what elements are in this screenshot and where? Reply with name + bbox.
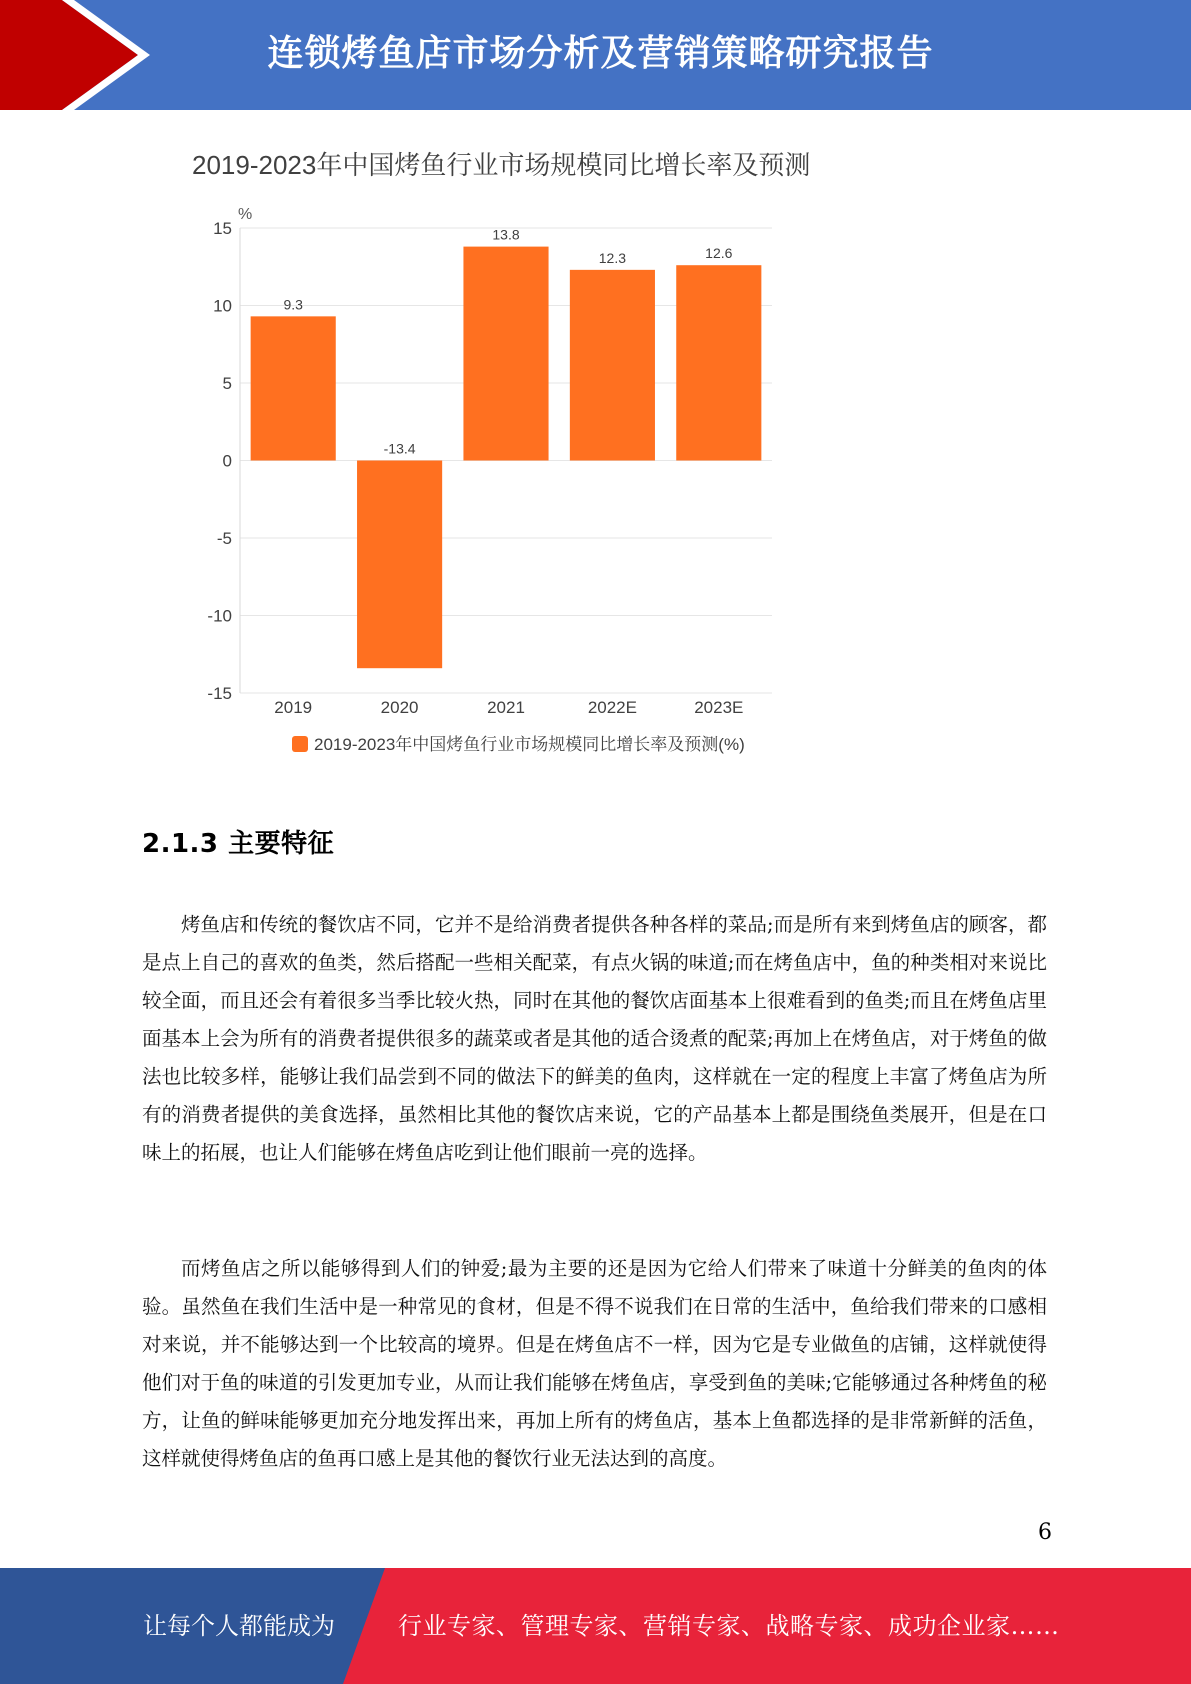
- body-paragraph-1: 烤鱼店和传统的餐饮店不同，它并不是给消费者提供各种各样的菜品;而是所有来到烤鱼店的顾客，都是点上自己的喜欢的鱼类，然后搭配一些相关配菜，有点火锅的味道;而在烤鱼店中，鱼的种类相对来说比较全面，而且还会有着很多当季比较火热，同时在其他的餐饮店面基本上很难看到的鱼类;而且在烤鱼店里面基本上会为所有的消费者提供很多的蔬菜或者是其他的适合烫煮的配菜;再加上在烤鱼店，对于烤鱼的做法也比较多样，能够让我们品尝到不同的做法下的鲜美的鱼肉，这样就在一定的程度上丰富了烤鱼店为所有的消费者提供的美食选择，虽然相比其他的餐饮店来说，它的产品基本上都是围绕鱼类展开，但是在口味上的拓展，也让人们能够在烤鱼店吃到让他们眼前一亮的选择。: [142, 913, 1047, 1164]
- x-tick-label: 2019: [274, 698, 313, 717]
- y-tick-label: -10: [207, 606, 232, 626]
- x-tick-label: 2021: [487, 698, 525, 717]
- report-title-text: 连锁烤鱼店市场分析及营销策略研究报告: [267, 33, 934, 74]
- y-tick-label: 10: [213, 296, 232, 316]
- legend-swatch: [292, 736, 308, 752]
- bar-2020: [357, 461, 442, 669]
- page-number: 6: [1038, 1520, 1052, 1545]
- bar-2021: [463, 247, 548, 461]
- page-header: [0, 0, 1191, 110]
- footer-slogan-left: 让每个人都能成为: [143, 1612, 335, 1640]
- data-label-2020: -13.4: [383, 440, 416, 457]
- y-tick-label: 0: [222, 451, 232, 471]
- chart-title: 2019-2023年中国烤鱼行业市场规模同比增长率及预测: [192, 150, 811, 180]
- footer-slogan-right: 行业专家、管理专家、营销专家、战略专家、成功企业家……: [398, 1612, 1060, 1640]
- data-label-2021: 13.8: [492, 226, 520, 243]
- report-title: [0, 0, 1191, 110]
- bar-2019: [251, 316, 336, 460]
- y-axis-unit-label: %: [238, 206, 253, 223]
- section-heading: 2.1.3 主要特征: [142, 829, 335, 859]
- page-footer: [0, 1568, 1191, 1684]
- x-tick-label: 2023E: [694, 698, 744, 717]
- y-tick-label: -5: [216, 529, 232, 548]
- data-label-2023E: 12.6: [705, 245, 733, 262]
- body-paragraph-2: 而烤鱼店之所以能够得到人们的钟爱;最为主要的还是因为它给人们带来了味道十分鲜美的鱼肉的体验。虽然鱼在我们生活中是一种常见的食材，但是不得不说我们在日常的生活中，鱼给我们带来的口感相对来说，并不能够达到一个比较高的境界。但是在烤鱼店不一样，因为它是专业做鱼的店铺，这样就使得他们对于鱼的味道的引发更加专业，从而让我们能够在烤鱼店，享受到鱼的美味;它能够通过各种烤鱼的秘方，让鱼的鲜味能够更加充分地发挥出来，再加上所有的烤鱼店，基本上鱼都选择的是非常新鲜的活鱼，这样就使得烤鱼店的鱼再口感上是其他的餐饮行业无法达到的高度。: [142, 1257, 1047, 1470]
- y-tick-label: -15: [207, 684, 232, 703]
- bar-2022E: [570, 270, 655, 461]
- y-tick-label: 15: [213, 219, 232, 238]
- x-tick-label: 2022E: [587, 698, 637, 717]
- data-label-2019: 9.3: [283, 296, 303, 313]
- data-label-2022E: 12.3: [598, 249, 627, 266]
- bar-2023E: [676, 265, 761, 460]
- x-tick-label: 2020: [380, 698, 419, 717]
- legend-label: 2019-2023年中国烤鱼行业市场规模同比增长率及预测(%): [314, 735, 745, 754]
- y-tick-label: 5: [222, 374, 232, 393]
- growth-rate-bar-chart: [180, 140, 880, 760]
